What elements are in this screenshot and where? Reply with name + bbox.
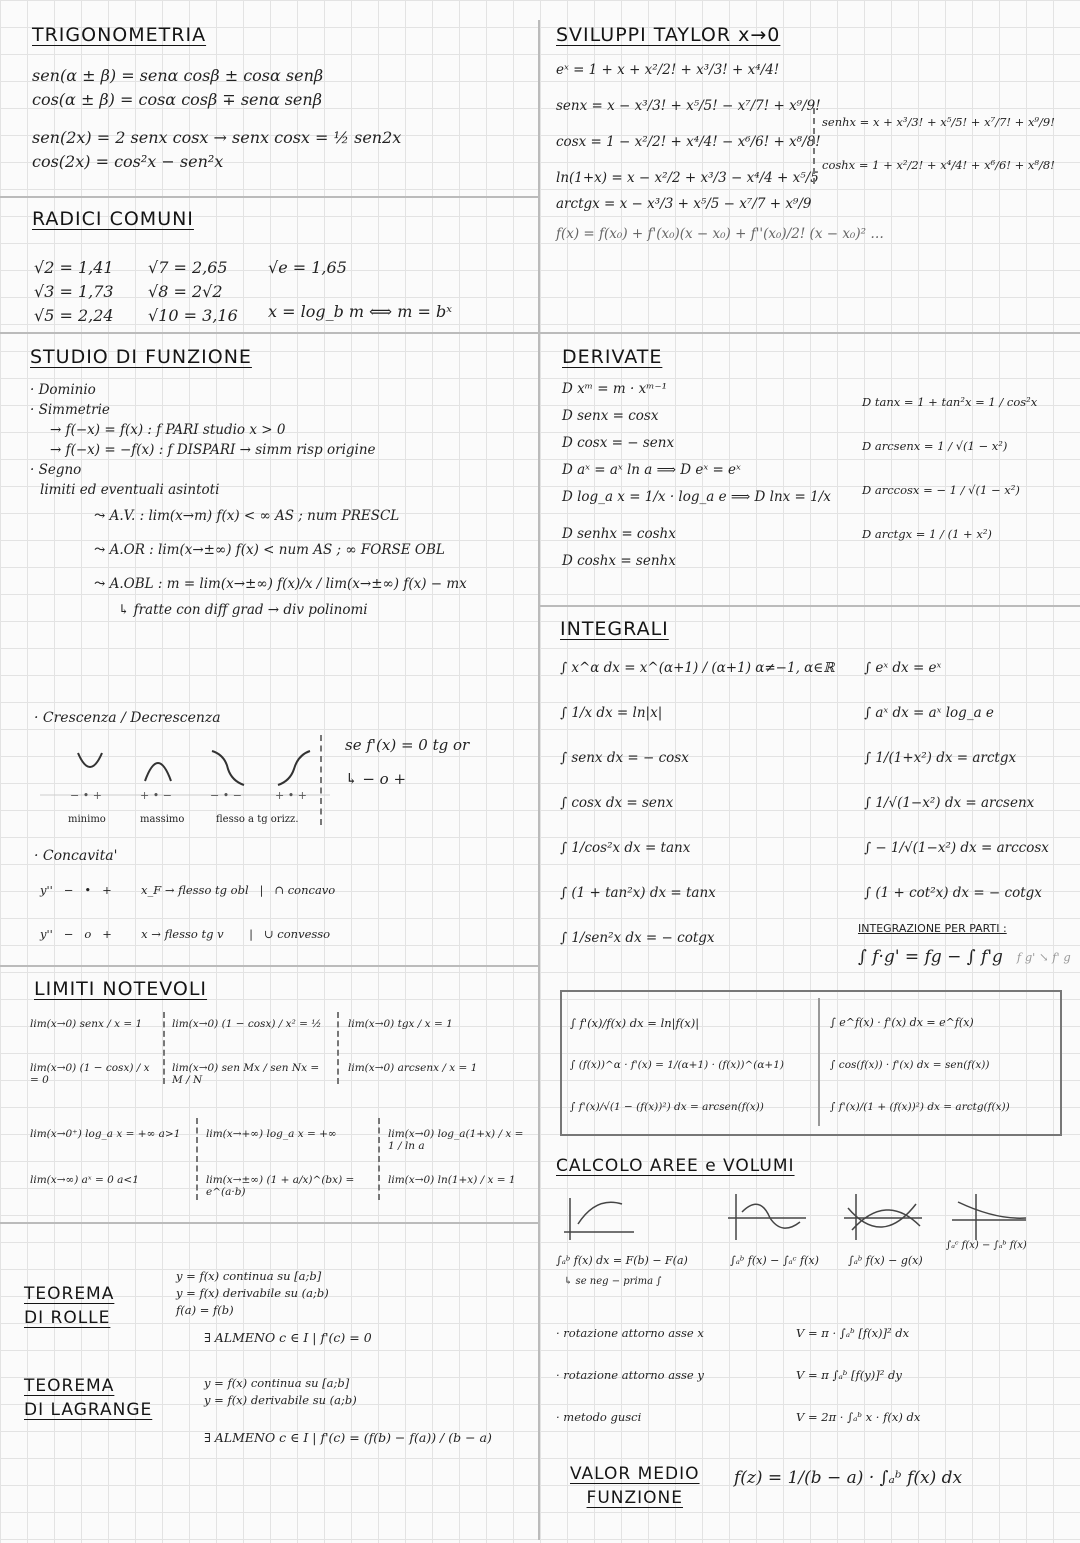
- concavita-label: · Concavita': [34, 848, 118, 864]
- der-right-1: D tanx = 1 + tan²x = 1 / cos²x: [862, 395, 1038, 409]
- divider-left-4: [0, 1222, 538, 1224]
- svg-text:+ • −: + • −: [140, 789, 172, 802]
- int-left-1: ∫ x^α dx = x^(α+1) / (α+1) α≠−1, α∈ℝ: [560, 660, 835, 676]
- boxed-right-2: ∫ cos(f(x)) · f'(x) dx = sen(f(x)): [830, 1059, 990, 1071]
- integrali-title: INTEGRALI: [560, 618, 669, 640]
- lagrange-line-2: y = f(x) derivabile su (a;b): [204, 1393, 357, 1407]
- der-right-4: D arctgx = 1 / (1 + x²): [862, 527, 992, 541]
- lim-r3-c1: [30, 1128, 192, 1140]
- sketch-label-flesso: flesso a tg orizz.: [216, 814, 299, 825]
- lim-text: lim(x→+∞) log_a x = +∞: [206, 1128, 337, 1140]
- volume-formula-1: V = π · ∫ₐᵇ [f(x)]² dx: [796, 1325, 910, 1340]
- trig-section: [32, 24, 532, 174]
- lim-text: lim(x→0) tgx / x = 1: [348, 1018, 453, 1030]
- lim-r4-c2: [206, 1174, 374, 1198]
- int-right-5: ∫ − 1/√(1−x²) dx = arccosx: [864, 840, 1049, 856]
- int-left-2: ∫ 1/x dx = ln|x|: [560, 705, 663, 721]
- aree-title: CALCOLO AREE e VOLUMI: [556, 1156, 795, 1176]
- taylor-cosh: coshx = 1 + x²/2! + x⁴/4! + x⁶/6! + x⁸/8!: [822, 158, 1055, 172]
- boxed-left-1: ∫ f'(x)/f(x) dx = ln|f(x)|: [570, 1016, 700, 1030]
- parti-formula: ∫ f·g' = fg − ∫ f'g: [858, 947, 1003, 967]
- column-divider: [538, 20, 540, 1540]
- taylor-ln: ln(1+x) = x − x²/2 + x³/3 − x⁴/4 + x⁵/5: [556, 170, 819, 186]
- int-right-4: ∫ 1/√(1−x²) dx = arcsenx: [864, 795, 1035, 811]
- int-left-7: ∫ 1/sen²x dx = − cotgx: [560, 930, 715, 946]
- integrali-section: [560, 618, 835, 961]
- valor-title-1: VALOR MEDIO: [570, 1464, 700, 1484]
- rolle-title-1: TEOREMA: [24, 1284, 115, 1304]
- derivate-title: DERIVATE: [562, 346, 663, 368]
- radice-7: √7 = 2,65: [148, 258, 228, 277]
- der-left-3: D cosx = − senx: [562, 435, 675, 451]
- trig-line-3: sen(2x) = 2 senx cosx → senx cosx = ½ sen2x: [32, 128, 402, 147]
- lim-r2-c1: [30, 1062, 160, 1086]
- radice-3: √3 = 1,73: [34, 282, 114, 301]
- taylor-cos: cosx = 1 − x²/2! + x⁴/4! − x⁶/6! + x⁸/8!: [556, 134, 821, 150]
- svg-text:+ • +: + • +: [275, 789, 307, 802]
- aree-section: [556, 1156, 795, 1176]
- der-left-1: D xᵐ = m · xᵐ⁻¹: [562, 381, 668, 397]
- divider-left-1: [0, 196, 538, 198]
- conc-row-2: y'' − o + x → flesso tg v | ∪ convesso: [40, 927, 331, 941]
- int-left-5: ∫ 1/cos²x dx = tanx: [560, 840, 691, 856]
- valor-title-2: FUNZIONE: [586, 1488, 683, 1508]
- trig-line-1: sen(α ± β) = senα cosβ ± cosα senβ: [32, 66, 324, 85]
- valor-medio-title: [570, 1464, 700, 1508]
- trig-line-2: cos(α ± β) = cosα cosβ ∓ senα senβ: [32, 90, 322, 109]
- parti-title: INTEGRAZIONE PER PARTI :: [858, 922, 1007, 935]
- radice-10: √10 = 3,16: [148, 306, 238, 325]
- der-left-7: D coshx = senhx: [562, 553, 676, 569]
- limiti-divider-3: [196, 1118, 198, 1200]
- lim-r1-c3: [348, 1018, 528, 1030]
- limiti-divider-4: [378, 1118, 380, 1200]
- lagrange-line-1: y = f(x) continua su [a;b]: [204, 1376, 350, 1390]
- studio-title: STUDIO DI FUNZIONE: [30, 346, 252, 368]
- radice-5: √5 = 2,24: [34, 306, 114, 325]
- trig-title: TRIGONOMETRIA: [32, 24, 207, 46]
- limiti-divider-1: [163, 1012, 165, 1084]
- der-right-3: D arccosx = − 1 / √(1 − x²): [862, 483, 1020, 497]
- der-left-6: D senhx = coshx: [562, 526, 676, 542]
- studio-line-1: · Dominio: [30, 382, 96, 398]
- divider-left-2: [0, 332, 538, 334]
- boxed-right: [830, 1002, 1055, 1128]
- studio-line-5: · Segno: [30, 462, 82, 478]
- lim-text: lim(x→±∞) (1 + a/x)^(bx) = e^(a·b): [206, 1174, 355, 1198]
- rolle-line-3: f(a) = f(b): [176, 1303, 234, 1317]
- studio-line-8: ⤳ A.OR : lim(x→±∞) f(x) < num AS ; ∞ FORSE OBL: [94, 542, 445, 558]
- lim-r1-c1: [30, 1018, 160, 1030]
- valor-medio-formula: f(z) = 1/(b − a) · ∫ₐᵇ f(x) dx: [734, 1468, 963, 1488]
- limiti-divider-2: [337, 1012, 339, 1084]
- int-left-6: ∫ (1 + tan²x) dx = tanx: [560, 885, 716, 901]
- lagrange-title: [24, 1376, 152, 1420]
- se-line: se f'(x) = 0 tg or: [345, 736, 470, 754]
- studio-line-2: · Simmetrie: [30, 402, 110, 418]
- radici-col-2: [148, 256, 238, 328]
- radice-e: √e = 1,65: [268, 258, 347, 277]
- lim-r2-c2: [172, 1062, 332, 1086]
- trig-line-4: cos(2x) = cos²x − sen²x: [32, 152, 224, 171]
- lim-text: lim(x→0) sen Mx / sen Nx = M / N: [172, 1062, 320, 1086]
- volumi-rows: [556, 1312, 920, 1438]
- studio-section: [30, 346, 535, 620]
- divider-right-1: [538, 332, 1080, 334]
- int-left-4: ∫ cosx dx = senx: [560, 795, 674, 811]
- taylor-general: f(x) = f(x₀) + f'(x₀)(x − x₀) + f''(x₀)/2! (x − x₀)² …: [556, 226, 884, 242]
- area-formula-4: ∫ₐᶜ f(x) − ∫ₐᵇ f(x): [946, 1240, 1027, 1251]
- studio-line-9: ⤳ A.OBL : m = lim(x→±∞) f(x)/x / lim(x→±∞) f(x) − mx: [94, 576, 467, 592]
- int-left-3: ∫ senx dx = − cosx: [560, 750, 689, 766]
- lagrange-title-1: TEOREMA: [24, 1376, 115, 1396]
- lim-r3-c2: [206, 1128, 374, 1140]
- integrali-right: [864, 646, 1049, 916]
- lim-r1-c2: [172, 1018, 332, 1030]
- lim-text: lim(x→0) ln(1+x) / x = 1: [388, 1174, 516, 1186]
- sketch-label-max: massimo: [140, 814, 185, 825]
- boxed-left: [570, 1002, 815, 1128]
- lim-text: lim(x→0) log_a(1+x) / x = 1 / ln a: [388, 1128, 524, 1152]
- se-sign: ↳ − o +: [345, 770, 407, 788]
- studio-line-7: ⤳ A.V. : lim(x→m) f(x) < ∞ AS ; num PRESCL: [94, 508, 400, 524]
- int-right-6: ∫ (1 + cot²x) dx = − cotgx: [864, 885, 1042, 901]
- area-formula-1: ∫ₐᵇ f(x) dx = F(b) − F(a): [556, 1254, 688, 1267]
- crescenza-label: · Crescenza / Decrescenza: [34, 710, 221, 726]
- rolle-line-1: y = f(x) continua su [a;b]: [176, 1269, 322, 1283]
- rolle-body: [176, 1268, 372, 1346]
- derivate-section: [562, 346, 831, 575]
- boxed-right-3: ∫ f'(x)/(1 + (f(x))²) dx = arctg(f(x)): [830, 1101, 1010, 1113]
- divider-left-3: [0, 965, 538, 967]
- taylor-senh: senhx = x + x³/3! + x⁵/5! + x⁷/7! + x⁹/9!: [822, 115, 1055, 129]
- taylor-hyp: [822, 114, 1055, 174]
- rolle-line-2: y = f(x) derivabile su (a;b): [176, 1286, 329, 1300]
- log-definition: x = log_b m ⟺ m = bˣ: [268, 302, 452, 321]
- lim-text: lim(x→0) senx / x = 1: [30, 1018, 143, 1030]
- radice-8: √8 = 2√2: [148, 282, 223, 301]
- parti-section: [858, 922, 1071, 969]
- lim-text: lim(x→∞) aˣ = 0 a<1: [30, 1174, 139, 1186]
- lim-r3-c3: [388, 1128, 533, 1152]
- lagrange-body: [204, 1375, 492, 1446]
- lim-r2-c3: [348, 1062, 528, 1074]
- crescenza-divider: [320, 735, 322, 825]
- radici-title: RADICI COMUNI: [32, 208, 194, 230]
- studio-line-4: → f(−x) = −f(x) : f DISPARI → simm risp origine: [50, 442, 376, 458]
- rolle-title: [24, 1284, 114, 1328]
- derivate-right: [862, 380, 1037, 556]
- volume-label-2: · rotazione attorno asse y: [556, 1367, 704, 1382]
- sketch-label-min: minimo: [68, 814, 106, 825]
- der-left-5: D log_a x = 1/x · log_a e ⟹ D lnx = 1/x: [562, 489, 831, 505]
- limiti-section: [34, 978, 534, 1000]
- volume-label-3: · metodo gusci: [556, 1409, 642, 1424]
- lim-text: lim(x→0⁺) log_a x = +∞ a>1: [30, 1128, 181, 1140]
- taylor-arctg: arctgx = x − x³/3 + x⁵/5 − x⁷/7 + x⁹/9: [556, 196, 812, 212]
- lim-r4-c3: [388, 1174, 533, 1186]
- lagrange-line-3: ∃ ALMENO c ∈ I | f'(c) = (f(b) − f(a)) / (b − a): [204, 1430, 492, 1445]
- svg-text:− • +: − • +: [70, 789, 102, 802]
- lagrange-title-2: DI LAGRANGE: [24, 1400, 153, 1420]
- taylor-exp: eˣ = 1 + x + x²/2! + x³/3! + x⁴/4!: [556, 62, 780, 78]
- volume-formula-3: V = 2π · ∫ₐᵇ x · f(x) dx: [796, 1409, 921, 1424]
- int-right-2: ∫ aˣ dx = aˣ log_a e: [864, 705, 994, 721]
- taylor-hyp-divider: [813, 108, 815, 184]
- divider-right-2: [538, 605, 1080, 607]
- lim-text: lim(x→0) (1 − cosx) / x² = ½: [172, 1018, 322, 1030]
- der-left-2: D senx = cosx: [562, 408, 659, 424]
- studio-line-3: → f(−x) = f(x) : f PARI studio x > 0: [50, 422, 286, 438]
- monotonicity-sketches: [40, 745, 340, 825]
- radice-2: √2 = 1,41: [34, 258, 114, 277]
- radici-section: [32, 208, 532, 230]
- rolle-line-4: ∃ ALMENO c ∈ I | f'(c) = 0: [204, 1330, 372, 1345]
- limiti-title: LIMITI NOTEVOLI: [34, 978, 208, 1000]
- area-formula-3: ∫ₐᵇ f(x) − g(x): [848, 1254, 923, 1267]
- int-right-1: ∫ eˣ dx = eˣ: [864, 660, 942, 676]
- int-right-3: ∫ 1/(1+x²) dx = arctgx: [864, 750, 1017, 766]
- studio-line-6: limiti ed eventuali asintoti: [40, 482, 220, 498]
- volume-label-1: · rotazione attorno asse x: [556, 1325, 704, 1340]
- studio-line-10: ↳ fratte con diff grad → div polinomi: [118, 602, 368, 618]
- radici-col-1: [34, 256, 114, 328]
- conc-row-1: y'' − • + x_F → flesso tg obl | ∩ concavo: [40, 883, 336, 897]
- area-formula-2: ∫ₐᵇ f(x) − ∫ₐᶜ f(x): [730, 1254, 819, 1267]
- rolle-title-2: DI ROLLE: [24, 1308, 111, 1328]
- der-right-2: D arcsenx = 1 / √(1 − x²): [862, 439, 1008, 453]
- der-left-4: D aˣ = aˣ ln a ⟹ D eˣ = eˣ: [562, 462, 741, 478]
- area-note: ↳ se neg − prima ∫: [564, 1276, 662, 1287]
- taylor-title: SVILUPPI TAYLOR x→0: [556, 24, 781, 46]
- parti-note: f g' ↘ f' g: [1016, 949, 1071, 964]
- volume-formula-2: V = π ∫ₐᵇ [f(y)]² dy: [796, 1367, 902, 1382]
- lim-text: lim(x→0) arcsenx / x = 1: [348, 1062, 478, 1074]
- boxed-left-3: ∫ f'(x)/√(1 − (f(x))²) dx = arcsen(f(x)): [570, 1101, 764, 1113]
- composite-box-divider: [818, 998, 820, 1126]
- boxed-left-2: ∫ (f(x))^α · f'(x) = 1/(α+1) · (f(x))^(α+1): [570, 1059, 785, 1071]
- svg-text:− • −: − • −: [210, 789, 242, 802]
- taylor-sen: senx = x − x³/3! + x⁵/5! − x⁷/7! + x⁹/9!: [556, 98, 821, 114]
- lim-r4-c1: [30, 1174, 192, 1186]
- concavita-table: [40, 874, 335, 950]
- boxed-right-1: ∫ e^f(x) · f'(x) dx = e^f(x): [830, 1016, 974, 1029]
- radici-col-3: [268, 256, 452, 324]
- lim-text: lim(x→0) (1 − cosx) / x = 0: [30, 1062, 150, 1086]
